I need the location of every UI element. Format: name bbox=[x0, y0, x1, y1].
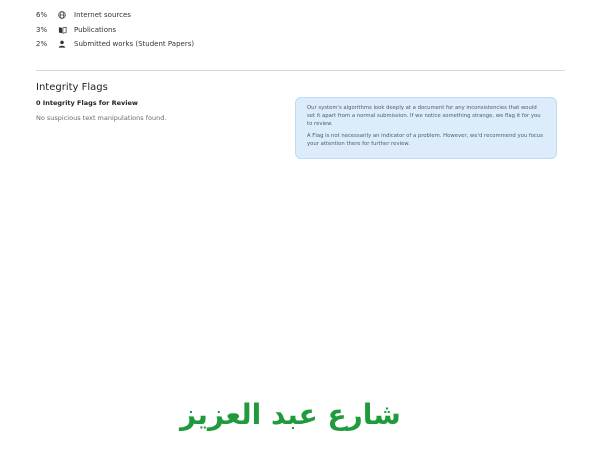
source-percentage: 2% bbox=[36, 40, 48, 48]
watermark-text: شارع عبد العزيز bbox=[180, 398, 401, 431]
book-icon bbox=[58, 26, 72, 34]
section-divider bbox=[36, 70, 565, 71]
match-sources-list bbox=[36, 8, 194, 52]
integrity-info-box bbox=[295, 97, 557, 159]
source-label: Submitted works (Student Papers) bbox=[74, 40, 195, 48]
source-label: Internet sources bbox=[74, 11, 131, 19]
source-row-internet bbox=[36, 8, 194, 22]
source-row-publications bbox=[36, 23, 194, 37]
integrity-flags-status: No suspicious text manipulations found. bbox=[36, 114, 167, 122]
info-paragraph: Our system's algorithms look deeply at a document for any inconsistencies that would set it apart from a normal submission. If we notice something strange, we flag it for you to review. bbox=[307, 105, 541, 127]
globe-icon bbox=[58, 11, 72, 19]
integrity-flags-count: 0 Integrity Flags for Review bbox=[36, 99, 138, 107]
source-percentage: 3% bbox=[36, 25, 48, 34]
integrity-flags-title: Integrity Flags bbox=[36, 82, 108, 93]
source-percentage: 6% bbox=[36, 11, 48, 19]
info-paragraph: A Flag is not necessarily an indicator of a problem. However, we'd recommend you focus your attention there for further review. bbox=[307, 132, 544, 147]
source-label: Publications bbox=[74, 25, 117, 34]
source-row-student-papers bbox=[36, 37, 194, 51]
person-icon bbox=[58, 40, 72, 48]
arabic-watermark bbox=[4, 392, 401, 438]
